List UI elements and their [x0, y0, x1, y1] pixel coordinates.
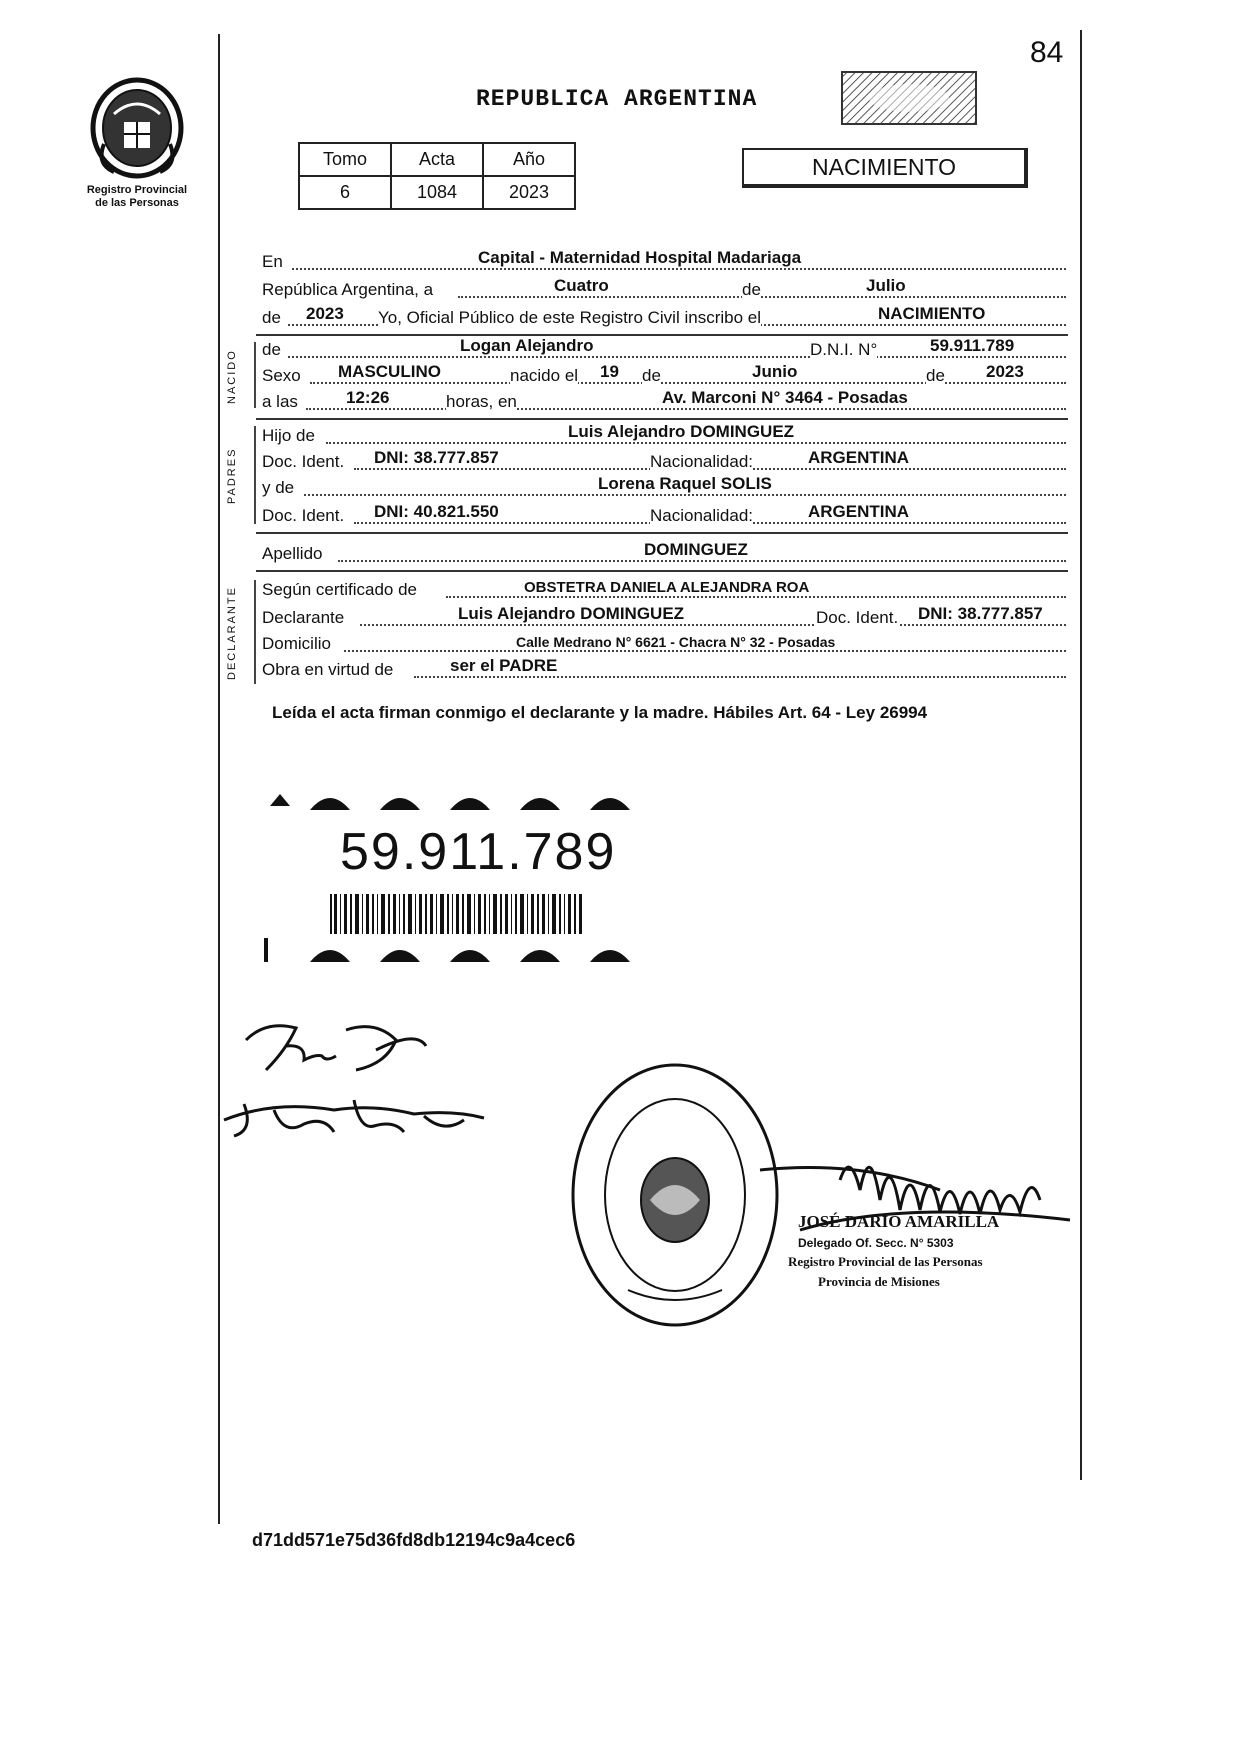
security-stamp: [840, 70, 978, 126]
record-table-header: [299, 143, 575, 176]
row-father-doc: [262, 450, 1068, 474]
separator: [256, 532, 1068, 534]
declarant-name: Luis Alejandro DOMINGUEZ: [458, 604, 685, 623]
side-label-nacido: NACIDO: [226, 349, 238, 404]
child-sex: MASCULINO: [338, 362, 441, 381]
mother-name: Lorena Raquel SOLIS: [598, 474, 772, 493]
nacido-bracket: [254, 342, 256, 408]
birth-address: Av. Marconi N° 3464 - Posadas: [662, 388, 908, 407]
left-border-line: [218, 34, 220, 1524]
certificate-issuer: OBSTETRA DANIELA ALEJANDRA ROA: [524, 579, 810, 596]
label-nacido-el: nacido el: [510, 366, 579, 385]
closing-statement: Leída el acta firman conmigo el declarante y la madre. Hábiles Art. 64 - Ley 26994: [272, 703, 928, 722]
label-doc-mother: Doc. Ident.: [262, 506, 345, 525]
row-father: [262, 424, 1068, 448]
label-dni: D.N.I. N°: [810, 340, 878, 359]
label-declarante: Declarante: [262, 608, 345, 627]
row-name: [262, 338, 1068, 362]
row-sex: [262, 364, 1068, 388]
label-de-name: de: [262, 340, 281, 359]
signature-mother: [214, 1080, 494, 1150]
label-certificado: Según certificado de: [262, 580, 417, 599]
row-year: [262, 306, 1068, 330]
row-mother: [262, 476, 1068, 500]
document-title: REPUBLICA ARGENTINA: [476, 86, 758, 112]
label-sexo: Sexo: [262, 366, 301, 385]
value-anio: 2023: [483, 176, 575, 209]
label-nac-mother: Nacionalidad:: [650, 506, 754, 525]
row-address: [262, 632, 1068, 656]
row-declarant: [262, 606, 1068, 630]
label-nac-father: Nacionalidad:: [650, 452, 754, 471]
declarant-dni: DNI: 38.777.857: [918, 604, 1043, 623]
child-name: Logan Alejandro: [460, 336, 594, 355]
document-hash: d71dd571e75d36fd8db12194c9a4cec6: [252, 1530, 576, 1550]
registration-year: 2023: [306, 304, 344, 323]
birth-time: 12:26: [346, 388, 390, 407]
father-name: Luis Alejandro DOMINGUEZ: [568, 422, 795, 441]
mother-nationality: ARGENTINA: [808, 502, 910, 521]
father-nationality: ARGENTINA: [808, 448, 910, 467]
side-label-padres: PADRES: [226, 447, 238, 504]
row-place: [262, 250, 1068, 274]
birth-year: 2023: [986, 362, 1024, 381]
child-dni: 59.911.789: [930, 336, 1015, 355]
signature-official: [740, 1130, 1080, 1250]
label-en: En: [262, 252, 283, 271]
row-mother-doc: [262, 504, 1068, 528]
right-border-line: [1080, 30, 1082, 1480]
birth-month: Junio: [752, 362, 798, 381]
label-y-de: y de: [262, 478, 295, 497]
signature-declarant: [226, 1010, 446, 1090]
child-surname: DOMINGUEZ: [644, 540, 748, 559]
header-anio: Año: [483, 143, 575, 176]
separator: [256, 570, 1068, 572]
registration-month: Julio: [866, 276, 906, 295]
padres-bracket: [254, 426, 256, 524]
label-horas: horas, en: [446, 392, 517, 411]
official-office: Registro Provincial de las Personas: [788, 1254, 983, 1269]
side-label-declarante: DECLARANTE: [226, 586, 238, 680]
label-de2: de: [262, 308, 281, 327]
separator: [256, 418, 1068, 420]
label-republica: República Argentina, a: [262, 280, 434, 299]
header-acta: Acta: [391, 143, 483, 176]
label-de-month: de: [642, 366, 661, 385]
header-tomo: Tomo: [299, 143, 391, 176]
logo-caption: Registro Provincial de las Personas: [86, 184, 188, 209]
label-hijo-de: Hijo de: [262, 426, 315, 445]
row-obra: [262, 658, 1068, 682]
label-domicilio: Domicilio: [262, 634, 331, 653]
birth-location: Capital - Maternidad Hospital Madariaga: [478, 248, 802, 267]
barcode-number: 59.911.789: [340, 823, 617, 881]
official-name: JOSÉ DARIO AMARILLA: [798, 1212, 1000, 1231]
label-doc-father: Doc. Ident.: [262, 452, 345, 471]
row-certificate: [262, 578, 1068, 602]
value-tomo: 6: [299, 176, 391, 209]
official-province: Provincia de Misiones: [818, 1274, 940, 1289]
label-de-year: de: [926, 366, 945, 385]
label-apellido: Apellido: [262, 544, 323, 563]
mother-dni: DNI: 40.821.550: [374, 502, 499, 521]
oficial-text: Yo, Oficial Público de este Registro Civil inscribo el: [378, 308, 761, 327]
label-de: de: [742, 280, 761, 299]
row-date: [262, 278, 1068, 302]
declarant-address: Calle Medrano N° 6621 - Chacra N° 32 - Posadas: [516, 634, 836, 650]
birth-day: 19: [600, 362, 619, 381]
document-type-box: NACIMIENTO: [742, 148, 1028, 188]
official-position: Delegado Of. Secc. N° 5303: [798, 1236, 954, 1250]
registry-logo: [84, 74, 190, 180]
label-obra: Obra en virtud de: [262, 660, 394, 679]
value-acta: 1084: [391, 176, 483, 209]
row-time: [262, 390, 1068, 414]
declarant-relation: ser el PADRE: [450, 656, 558, 675]
page-number: 84: [1030, 36, 1064, 69]
act-type: NACIMIENTO: [878, 304, 986, 323]
declarante-bracket: [254, 580, 256, 684]
record-table: [298, 142, 576, 210]
father-dni: DNI: 38.777.857: [374, 448, 499, 467]
row-surname: [262, 542, 1068, 566]
label-a-las: a las: [262, 392, 298, 411]
record-table-values: [299, 176, 575, 209]
registration-day: Cuatro: [554, 276, 609, 295]
label-doc-declarant: Doc. Ident.: [816, 608, 899, 627]
